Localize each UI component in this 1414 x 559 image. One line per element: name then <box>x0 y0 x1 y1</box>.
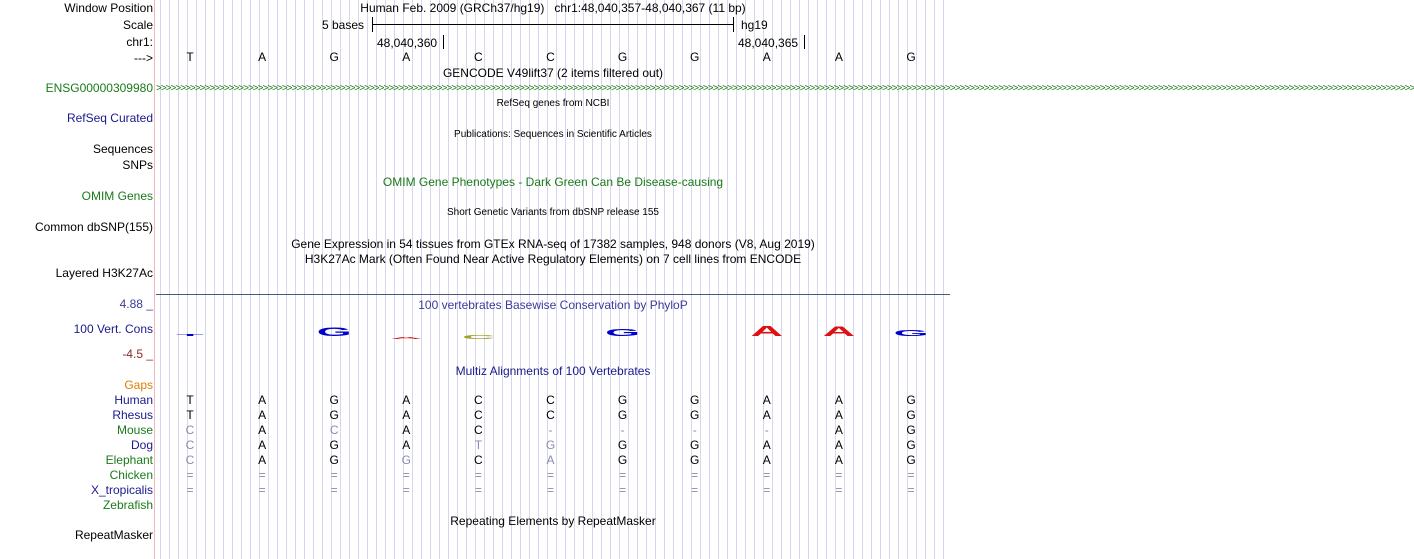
alignment-base: = <box>186 468 194 482</box>
window-position-label: Window Position <box>64 1 153 15</box>
alignment-base: C <box>474 453 483 467</box>
alignment-base: A <box>834 393 843 407</box>
chromosome-label: chr1: <box>126 35 153 49</box>
scale-bar-left-tick <box>372 17 373 32</box>
scale-bar-right-tick <box>733 17 734 32</box>
alignment-base: = <box>619 483 627 497</box>
reference-base: G <box>617 50 628 64</box>
alignment-base: G <box>617 438 628 452</box>
alignment-base: G <box>690 393 700 407</box>
track-label-sequences[interactable]: Sequences <box>92 142 153 156</box>
reference-base: G <box>690 50 700 64</box>
reference-base: T <box>186 50 194 64</box>
alignment-base: A <box>258 438 267 452</box>
refseq-track-title: RefSeq genes from NCBI <box>496 98 610 109</box>
coordinate-48040360: 48,040,360 <box>377 36 438 50</box>
alignment-base: = <box>330 483 338 497</box>
assembly-name: Human Feb. 2009 (GRCh37/hg19) <box>360 1 545 15</box>
alignment-base: C <box>546 408 555 422</box>
scale-label: Scale <box>122 18 153 32</box>
alignment-base: G <box>617 408 628 422</box>
reference-base: C <box>546 50 555 64</box>
omim-track-title: OMIM Gene Phenotypes - Dark Green Can Be Disease-causing <box>382 175 724 189</box>
alignment-base: C <box>474 393 483 407</box>
alignment-base: G <box>690 438 700 452</box>
alignment-base: = <box>907 483 915 497</box>
alignment-base: A <box>402 438 411 452</box>
h3k27ac-track-title: H3K27Ac Mark (Often Found Near Active Regulatory Elements) on 7 cell lines from ENCODE <box>304 252 802 266</box>
reference-base: A <box>762 50 771 64</box>
species-label-x_tropicalis: X_tropicalis <box>90 483 153 497</box>
alignment-base: G <box>690 408 700 422</box>
alignment-base: = <box>691 483 699 497</box>
alignment-base: = <box>835 468 843 482</box>
alignment-base: A <box>402 393 411 407</box>
alignment-base: = <box>763 483 771 497</box>
alignment-base: A <box>258 453 267 467</box>
alignment-base: A <box>258 408 267 422</box>
genomic-position: chr1:48,040,357-48,040,367 (11 bp) <box>554 1 746 15</box>
gene-feature-ensg00000309980[interactable]: >>>>>>>>>>>>>>>>>>>>>>>>>>>>>>>>>>>>>>>>>>>>>>>>>>>>>>>>>>>>>>>>>>>>>>>>>>>>>>>>>>>>>>>>>>>>>>>>>>>>>>>>>>>>>>>>>>>>>>>>>>>>>>>>>>>>>>>>>>>>>>>>>>>>>>>>>>>>>>>>>>>>>>>>>>>>>>>>>>>>>>>>>>>>>>>>>>>>>>>>>>>>>>>>>>>>>>>>>>>>>>>>>>>>>>>>>>>>>>>>>>>>>>>>>>>>>>>>>>>> <box>156 83 1414 94</box>
alignment-base: G <box>906 453 916 467</box>
reference-base: C <box>474 50 483 64</box>
alignment-base: A <box>762 453 771 467</box>
cons-max-value: 4.88 _ <box>119 297 153 311</box>
conservation-logo[interactable] <box>0 318 950 354</box>
alignment-base: A <box>402 423 411 437</box>
alignment-base: = <box>258 468 266 482</box>
alignment-base: C <box>474 408 483 422</box>
repeatmasker-track-title: Repeating Elements by RepeatMasker <box>450 514 656 528</box>
track-label-repeatmasker[interactable]: RepeatMasker <box>74 528 153 542</box>
alignment-base: G <box>906 408 916 422</box>
track-label-refseq[interactable]: RefSeq Curated <box>66 111 153 125</box>
coordinate-48040365: 48,040,365 <box>738 36 799 50</box>
multiz-track-title: Multiz Alignments of 100 Vertebrates <box>455 364 651 378</box>
gencode-track-title: GENCODE V49lift37 (2 items filtered out) <box>442 66 664 80</box>
window-position-text <box>156 1 950 15</box>
track-label-ensg[interactable]: ENSG00000309980 <box>45 81 153 95</box>
alignment-base: C <box>329 423 339 437</box>
alignment-base: = <box>330 468 338 482</box>
scale-text: 5 bases <box>322 18 365 32</box>
alignment-base: = <box>474 483 482 497</box>
alignment-base: A <box>834 408 843 422</box>
conservation-logo-letter: G <box>605 326 641 339</box>
alignment-base: G <box>545 438 556 452</box>
alignment-base: A <box>258 423 267 437</box>
alignment-base: G <box>617 393 628 407</box>
publications-track-title: Publications: Sequences in Scientific Articles <box>454 129 652 140</box>
alignment-base: A <box>546 453 555 467</box>
alignment-base: G <box>329 393 339 407</box>
alignment-base: = <box>619 468 627 482</box>
alignment-base: A <box>834 423 843 437</box>
species-label-rhesus: Rhesus <box>112 408 153 422</box>
alignment-base: = <box>546 483 554 497</box>
alignment-base: = <box>186 483 194 497</box>
alignment-base: A <box>258 393 267 407</box>
alignment-base: = <box>258 483 266 497</box>
conservation-track-separator <box>156 294 950 295</box>
alignment-base: G <box>329 408 339 422</box>
alignment-base: - <box>548 423 553 437</box>
scale-bar <box>372 24 733 25</box>
alignment-base: A <box>834 453 843 467</box>
alignment-base: = <box>474 468 482 482</box>
species-label-dog: Dog <box>130 438 153 452</box>
phylop-track-title: 100 vertebrates Basewise Conservation by PhyloP <box>418 298 688 312</box>
conservation-logo-letter: A <box>390 336 423 340</box>
alignment-base: G <box>906 438 916 452</box>
alignment-base: C <box>185 423 195 437</box>
alignment-base: = <box>763 468 771 482</box>
track-label-h3k27ac[interactable]: Layered H3K27Ac <box>55 266 153 280</box>
track-label-gaps[interactable]: Gaps <box>124 378 153 392</box>
species-label-human: Human <box>114 393 153 407</box>
alignment-base: = <box>691 468 699 482</box>
alignment-base: - <box>692 423 697 437</box>
scale-assembly: hg19 <box>741 18 768 32</box>
conservation-logo-letter: A <box>750 322 783 340</box>
track-label-100-vert-cons[interactable]: 100 Vert. Cons <box>73 322 153 336</box>
species-label-elephant: Elephant <box>105 453 153 467</box>
dbsnp-track-title: Short Genetic Variants from dbSNP release 155 <box>447 207 659 218</box>
alignment-base: G <box>329 438 339 452</box>
alignment-base: - <box>620 423 625 437</box>
cons-min-value: -4.5 _ <box>122 347 153 361</box>
reference-base: A <box>834 50 843 64</box>
alignment-base: C <box>185 453 195 467</box>
alignment-base: G <box>690 453 700 467</box>
reference-base: G <box>329 50 339 64</box>
coordinate-tick-1 <box>443 35 444 49</box>
conservation-logo-letter: A <box>822 324 856 340</box>
alignment-base: G <box>329 453 339 467</box>
coordinate-tick-2 <box>804 35 805 49</box>
alignment-base: = <box>835 483 843 497</box>
alignment-base: G <box>906 423 916 437</box>
strand-arrow-label: ---> <box>134 51 153 65</box>
gtex-track-title: Gene Expression in 54 tissues from GTEx RNA-seq of 17382 samples, 948 donors (V8, Aug 2019) <box>291 237 815 251</box>
reference-base: A <box>402 50 411 64</box>
track-label-snps[interactable]: SNPs <box>122 158 153 172</box>
label-column-border <box>154 0 155 559</box>
reference-base: A <box>258 50 267 64</box>
alignment-base: G <box>401 453 411 467</box>
alignment-base: = <box>402 468 410 482</box>
conservation-logo-letter: T <box>176 333 204 337</box>
conservation-logo-letter: C <box>462 334 495 341</box>
track-label-common-dbsnp[interactable]: Common dbSNP(155) <box>34 220 153 234</box>
conservation-logo-letter: G <box>893 328 929 338</box>
track-label-omim[interactable]: OMIM Genes <box>81 189 153 203</box>
alignment-base: A <box>402 408 411 422</box>
conservation-logo-letter: G <box>316 325 352 339</box>
alignment-base: G <box>906 393 916 407</box>
species-label-zebrafish: Zebrafish <box>102 498 153 512</box>
alignment-base: A <box>834 438 843 452</box>
alignment-base: G <box>617 453 628 467</box>
species-label-chicken: Chicken <box>109 468 153 482</box>
alignment-base: A <box>762 408 771 422</box>
alignment-base: A <box>762 438 771 452</box>
alignment-base: = <box>546 468 554 482</box>
alignment-base: T <box>186 408 194 422</box>
alignment-base: T <box>186 393 194 407</box>
alignment-base: = <box>402 483 410 497</box>
alignment-base: T <box>474 438 483 452</box>
alignment-base: A <box>762 393 771 407</box>
species-label-mouse: Mouse <box>116 423 153 437</box>
alignment-base: = <box>907 468 915 482</box>
alignment-base: C <box>546 393 555 407</box>
reference-base: G <box>906 50 916 64</box>
alignment-base: C <box>474 423 483 437</box>
alignment-base: C <box>185 438 195 452</box>
alignment-base: - <box>764 423 769 437</box>
